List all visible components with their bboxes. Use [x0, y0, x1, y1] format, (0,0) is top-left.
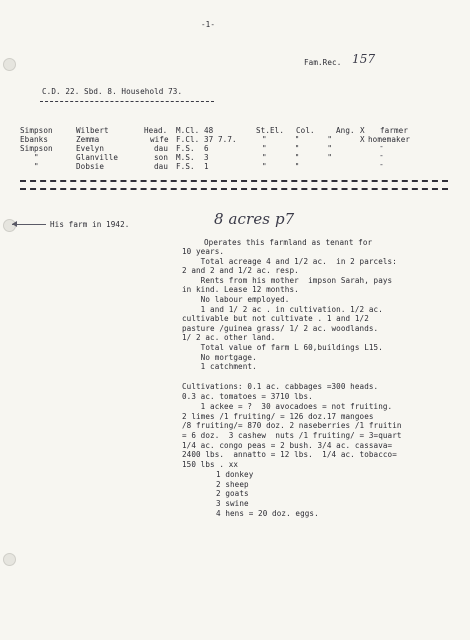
cultivation-line: /8 fruiting/= 870 doz. 2 naseberries /1 fruitin [182, 421, 402, 430]
farm-line: No mortgage. [182, 353, 257, 362]
member-status: F.S. [176, 162, 195, 171]
member-occupation-col: X [360, 126, 365, 135]
member-status: F.Cl. [176, 135, 200, 144]
cultivation-line: 2400 lbs. annatto = 12 lbs. 1/4 ac. tobacco= [182, 450, 397, 459]
member-occupation-col: X [360, 135, 365, 144]
blank-dash: - [380, 151, 383, 160]
livestock-item: 2 sheep [216, 480, 249, 489]
cultivation-line: Cultivations: 0.1 ac. cabbages =300 heads. [182, 382, 379, 391]
member-surname: Simpson [20, 126, 53, 135]
cultivation-line: 2 limes /1 fruiting/ = 126 doz.17 mangoes [182, 412, 374, 421]
page-number: -1- [201, 20, 216, 29]
farm-heading: His farm in 1942. [50, 220, 130, 229]
cultivation-line: 0.3 ac. tomatoes = 3710 lbs. [182, 392, 313, 401]
member-age: 6 [204, 144, 209, 153]
member-given: Glanville [76, 153, 119, 162]
col-header-religion: Ang. [336, 126, 355, 135]
member-surname: " [34, 162, 39, 171]
member-surname: Simpson [20, 144, 53, 153]
fam-rec-number: 157 [352, 52, 376, 66]
member-relation: dau [154, 144, 169, 153]
member-status: F.S. [176, 144, 195, 153]
cultivation-line: 150 lbs . xx [182, 460, 239, 469]
farm-line: Total value of farm L 60,buildings L15. [182, 343, 383, 352]
member-relation: wife [150, 135, 169, 144]
member-given: Evelyn [76, 144, 105, 153]
member-surname: Ebanks [20, 135, 49, 144]
binder-hole-top [3, 58, 16, 71]
household-line: C.D. 22. Sbd. 8. Household 73. [42, 87, 183, 96]
member-given: Wilbert [76, 126, 109, 135]
farm-line: Rents from his mother impson Sarah, pays [182, 276, 393, 285]
farm-line: in kind. Lease 12 months. [182, 285, 299, 294]
member-surname: " [34, 153, 39, 162]
ditto-row: " " [262, 162, 300, 171]
farm-line: cultivable but not cultivate . 1 and 1/2 [182, 314, 369, 323]
col-header-birthplace: St.El. [256, 126, 285, 135]
farm-line: No labour employed. [182, 295, 290, 304]
member-occupation: farmer [380, 126, 409, 135]
binder-hole-bottom [3, 553, 16, 566]
member-status: M.Cl. [176, 126, 200, 135]
household-underline [40, 101, 214, 102]
farm-line: 1/ 2 ac. other land. [182, 333, 276, 342]
farm-line: pasture /guinea grass/ 1/ 2 ac. woodlands. [182, 324, 379, 333]
member-age: 48 [204, 126, 214, 135]
livestock-item: 3 swine [216, 499, 249, 508]
livestock-item: 4 hens = 20 doz. eggs. [216, 509, 319, 518]
member-relation: dau [154, 162, 169, 171]
member-relation: son [154, 153, 169, 162]
separator-line [20, 180, 448, 182]
ditto-row: " " " [262, 153, 333, 162]
farm-line: 10 years. [182, 247, 225, 256]
member-given: Dobsie [76, 162, 105, 171]
member-occupation: homemaker [368, 135, 411, 144]
farm-line: Total acreage 4 and 1/2 ac. in 2 parcels: [182, 257, 397, 266]
separator-line [20, 188, 448, 190]
handwritten-note: 8 acres p7 [214, 210, 295, 228]
farm-line: 1 catchment. [182, 362, 257, 371]
member-age: 1 [204, 162, 209, 171]
livestock-item: 1 donkey [216, 470, 254, 479]
member-age: 37 7.7. [204, 135, 237, 144]
cultivation-line: = 6 doz. 3 cashew nuts /1 fruiting/ = 3=quart [182, 431, 402, 440]
cultivation-line: 1 ackee = ? 30 avocadoes = not fruiting. [182, 402, 393, 411]
ditto-row: " " " [262, 135, 333, 144]
cultivation-line: 1/4 ac. congo peas = 2 bush. 3/4 ac. cassava= [182, 441, 393, 450]
farm-line: 1 and 1/ 2 ac . in cultivation. 1/2 ac. [182, 305, 383, 314]
col-header-colour: Col. [296, 126, 315, 135]
margin-arrow [12, 224, 46, 225]
member-relation: Head. [144, 126, 168, 135]
fam-rec-label: Fam.Rec. [304, 58, 342, 67]
blank-dash: - [380, 160, 383, 169]
livestock-item: 2 goats [216, 489, 249, 498]
member-status: M.S. [176, 153, 195, 162]
farm-line: 2 and 2 and 1/2 ac. resp. [182, 266, 299, 275]
ditto-row: " " " [262, 144, 333, 153]
member-given: Zemma [76, 135, 100, 144]
blank-dash: - [380, 142, 383, 151]
farm-line: Operates this farmland as tenant for [204, 238, 373, 247]
member-age: 3 [204, 153, 209, 162]
